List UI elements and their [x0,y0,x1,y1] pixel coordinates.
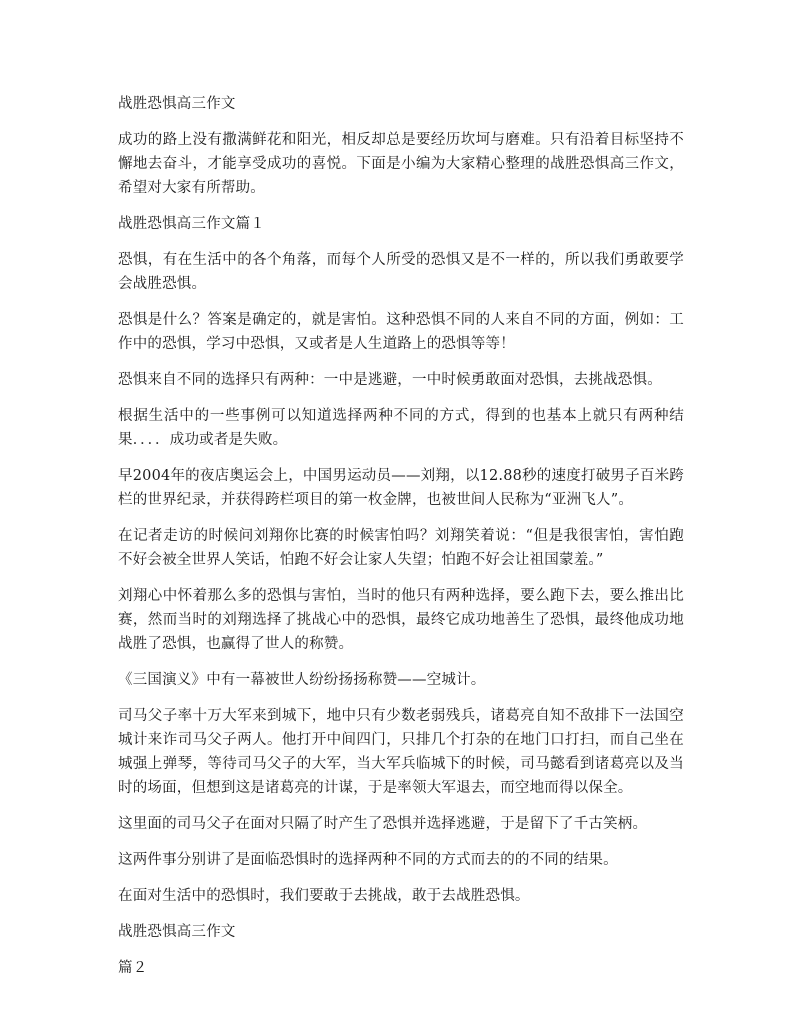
section-2-label: 篇２ [118,960,148,976]
body-paragraph: 这两件事分别讲了是面临恐惧时的选择两种不同的方式而去的的不同的结果。 [118,852,618,868]
body-paragraph: 刘翔心中怀着那么多的恐惧与害怕，当时的他只有两种选择，要么跑下去，要么推出比赛，然而当时的刘翔选择了挑战心中的恐惧，最终它成功地善生了恐惧，最终他成功地战胜了恐惧，也赢得了世人的称赞。 [118,588,684,652]
body-paragraph: 早2004年的夜店奥运会上，中国男运动员——刘翔，以12.88秒的速度打破男子百米跨栏的世界纪录，并获得跨栏项目的第一枚金牌，也被世间人民称为“亚洲飞人”。 [118,468,684,508]
body-paragraph: 这里面的司马父子在面对只隔了时产生了恐惧并选择逃避，于是留下了千古笑柄。 [118,816,648,832]
document-title: 战胜恐惧高三作文 [118,96,236,112]
body-paragraph: 恐惧，有在生活中的各个角落，而每个人所受的恐惧又是不一样的，所以我们勇敢要学会战胜恐惧。 [118,252,684,292]
section-1-heading: 战胜恐惧高三作文篇１ [118,216,265,232]
document-page [118,92,684,992]
body-paragraph: 根据生活中的一些事例可以知道选择两种不同的方式，得到的也基本上就只有两种结果．．．．成功或者是失败。 [118,408,684,448]
body-paragraph: 司马父子率十万大军来到城下，地中只有少数老弱残兵，诸葛亮自知不敌排下一法国空城计来诈司马父子两人。他打开中间四门，只排几个打杂的在地门口打扫，而自己坐在城强上弹琴，等待司马父子的大军，当大军兵临城下的时候，司马懿看到诸葛亮以及当时的场面，但想到这是诸葛亮的计谋，于是率领大军退去，而空地而得以保全。 [118,708,684,796]
body-paragraph: 在记者走访的时候问刘翔你比赛的时候害怕吗？刘翔笑着说：“但是我很害怕，害怕跑不好会被全世界人笑话，怕跑不好会让家人失望；怕跑不好会让祖国蒙羞。” [118,528,684,568]
body-paragraph: 恐惧是什么？答案是确定的，就是害怕。这种恐惧不同的人来自不同的方面，例如：工作中的恐惧，学习中恐惧，又或者是人生道路上的恐惧等等！ [118,312,684,352]
body-paragraph: 《三国演义》中有一幕被世人纷纷扬扬称赞——空城计。 [118,672,486,688]
intro-paragraph: 成功的路上没有撒满鲜花和阳光，相反却总是要经历坎坷与磨难。只有沿着目标坚持不懈地去奋斗，才能享受成功的喜悦。下面是小编为大家精心整理的战胜恐惧高三作文，希望对大家有所帮助。 [118,132,684,196]
body-paragraph: 在面对生活中的恐惧时，我们要敢于去挑战，敢于去战胜恐惧。 [118,888,530,904]
section-2-heading: 战胜恐惧高三作文 [118,924,236,940]
body-paragraph: 恐惧来自不同的选择只有两种：一中是逃避，一中时候勇敢面对恐惧，去挑战恐惧。 [118,372,662,388]
